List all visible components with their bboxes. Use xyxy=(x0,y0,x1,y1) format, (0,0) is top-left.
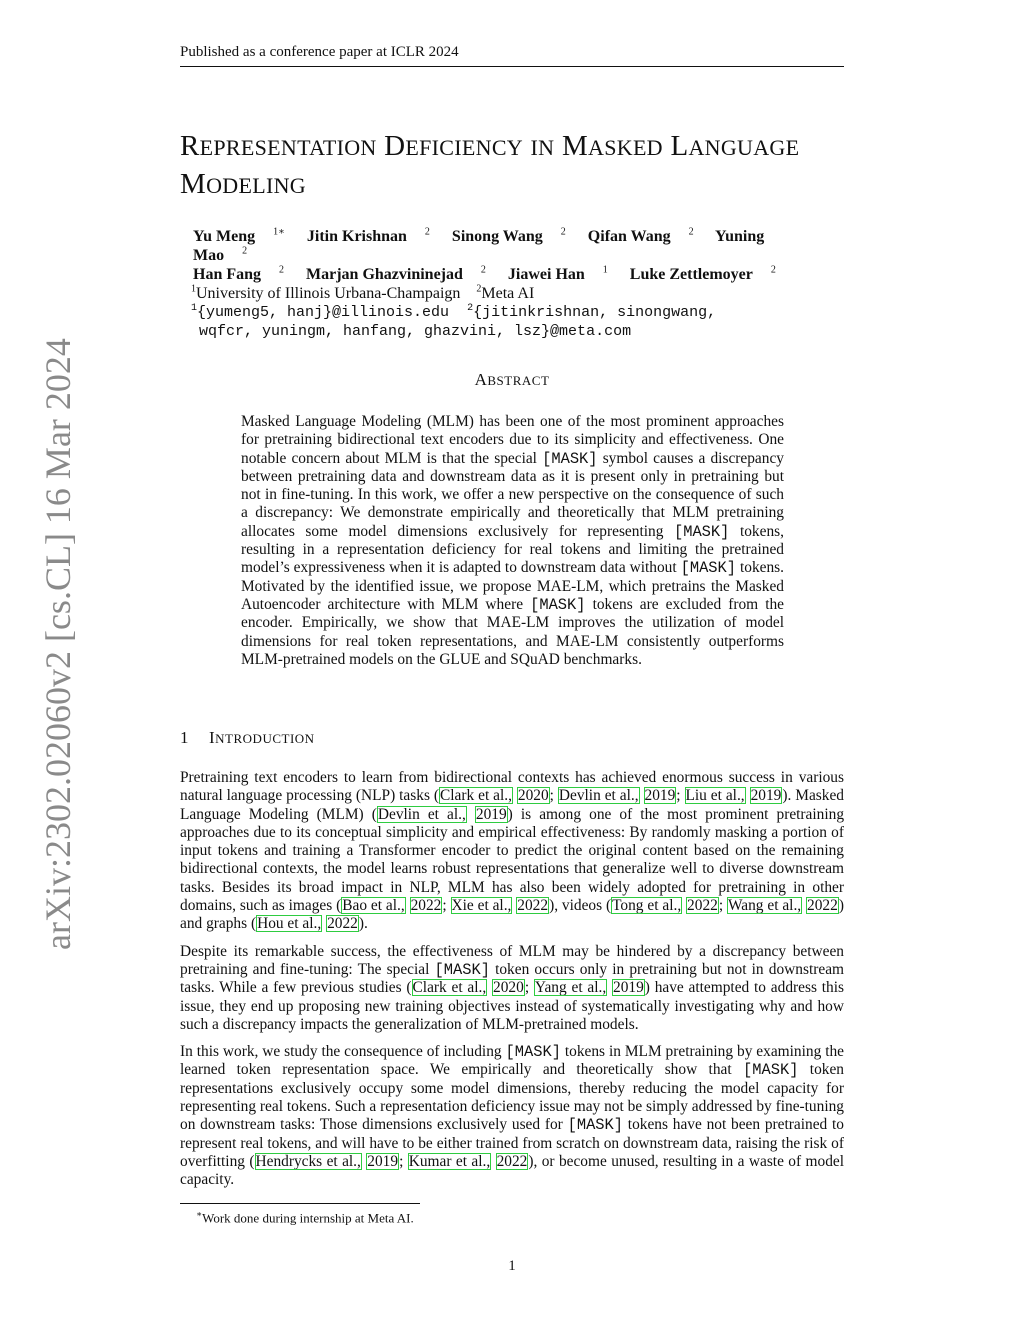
citation-link[interactable]: 2020 xyxy=(493,979,524,997)
author: Han Fang $^2$ xyxy=(193,264,285,283)
title-word: LANGUAGE xyxy=(670,130,800,162)
citation-link[interactable]: 2019 xyxy=(475,805,507,823)
paragraph: In this work, we study the consequence of including [MASK] tokens in MLM pretraining by examining the learned token representation space. We empirically and theoretically show that [MASK] token representations exclusively occupy some model dimensions, thereby reducing the model capacity for representing real tokens. Such a representation deficiency issue may not be simply addressed by fine-tuning on downstream tasks: Those dimensions exclusively used for [MASK] tokens have not been pretrained to represent real tokens, and will have to be either trained from scratch on downstream data, raising the risk of overfitting (Hendrycks et al., 2019; Kumar et al., 2022), or become unused, resulting in a waste of model capacity. xyxy=(180,1043,844,1189)
title-word: MODELING xyxy=(180,168,306,200)
mask-token: [MASK] xyxy=(434,960,490,979)
citation-link[interactable]: Wang et al., xyxy=(727,897,802,915)
mask-token: [MASK] xyxy=(567,1116,624,1135)
arxiv-stamp[interactable]: arXiv:2302.02060v2 [cs.CL] 16 Mar 2024 xyxy=(38,338,78,950)
citation-link[interactable]: 2022 xyxy=(687,897,718,915)
citation-link[interactable]: 2022 xyxy=(496,1152,528,1170)
author: Qifan Wang $^2$ xyxy=(587,226,694,245)
author: Jiawei Han $^1$ xyxy=(507,264,608,283)
citation-link[interactable]: Liu et al., xyxy=(685,787,745,805)
running-header: Published as a conference paper at ICLR 2024 xyxy=(180,44,459,60)
citation-link[interactable]: 2022 xyxy=(327,915,358,933)
citation-link[interactable]: Hou et al., xyxy=(257,915,322,933)
author: Yuning Mao $^2$ xyxy=(193,228,765,264)
citation-link[interactable]: Yang et al., xyxy=(534,979,607,997)
mask-token: [MASK] xyxy=(530,595,586,614)
author-block xyxy=(193,227,833,341)
author: Luke Zettlemoyer $^2$ xyxy=(629,264,776,283)
mask-token: [MASK] xyxy=(680,559,737,578)
title-word: IN xyxy=(530,135,555,160)
citation-link[interactable]: Devlin et al., xyxy=(377,805,466,823)
citation-link[interactable]: Xie et al., xyxy=(451,897,512,915)
citation-link[interactable]: Clark et al., xyxy=(439,787,512,805)
page-number: 1 xyxy=(508,1258,516,1274)
paragraph: Despite its remarkable success, the effectiveness of MLM may be hindered by a discrepancy between pretraining and fine-tuning: The special [MASK] token occurs only in pretraining but not in downstream tasks. While a few previous studies (Clark et al., 2020; Yang et al., 2019) have attempted to address this issue, they end up proposing new training objectives instead of systematically investigating why and how such a discrepancy impacts the generalization of MLM-pretrained models. xyxy=(180,942,844,1033)
citation-link[interactable]: Devlin et al., xyxy=(558,787,639,805)
abstract-heading: ABSTRACT xyxy=(474,370,550,389)
mask-token: [MASK] xyxy=(505,1043,561,1062)
citation-link[interactable]: 2019 xyxy=(367,1152,399,1170)
title-word: DEFICIENCY xyxy=(384,130,523,162)
abstract-body: Masked Language Modeling (MLM) has been one of the most prominent approaches for pretraining bidirectional text encoders due to its simplicity and effectiveness. One notable concern about MLM is that the special [MASK] symbol causes a discrepancy between pretraining data and downstream data as it is present only in pretraining but not in fine-tuning. In this work, we offer a new perspective on the consequence of such a discrepancy: We demonstrate empirically and theoretically that MLM pretraining allocates some model dimensions exclusively for representing [MASK] tokens, resulting in a representation deficiency for real tokens and limiting the pretrained model’s expressiveness when it is adapted to downstream data without [MASK] tokens. Motivated by the identified issue, we propose MAE-LM, which pretrains the Masked Autoencoder architecture with MLM where [MASK] tokens are excluded from the encoder. Empirically, we show that MAE-LM improves the utilization of model dimensions for real token representations, and MAE-LM consistently outperforms MLM-pretrained models on the GLUE and SQuAD benchmarks. xyxy=(241,413,784,668)
introduction-body xyxy=(180,769,844,1199)
author: Jitin Krishnan $^2$ xyxy=(306,226,430,245)
author: Marjan Ghazvininejad $^2$ xyxy=(306,264,486,283)
title-word: MASKED xyxy=(561,130,663,162)
citation-link[interactable]: Kumar et al., xyxy=(408,1152,491,1170)
citation-link[interactable]: 2019 xyxy=(644,787,676,805)
footnote: ∗Work done during internship at Meta AI. xyxy=(196,1209,414,1226)
header-rule xyxy=(180,66,844,67)
affiliations: $^1$University of Illinois Urbana-Champaign $^2$Meta AI xyxy=(191,283,535,302)
paper-title xyxy=(180,128,860,204)
citation-link[interactable]: 2019 xyxy=(750,787,782,805)
citation-link[interactable]: 2022 xyxy=(517,897,549,915)
paragraph: Pretraining text encoders to learn from bidirectional contexts has achieved enormous success in various natural language processing (NLP) tasks (Clark et al., 2020; Devlin et al., 2019; Liu et al., 2019). Masked Language Modeling (MLM) (Devlin et al., 2019) is among one of the most prominent pretraining approaches due to its conceptual simplicity and empirical effectiveness: By randomly masking a portion of input tokens and training a Transformer encoder to predict the original content based on the remaining bidirectional contexts, the model learns robust representations that generalize well to diverse downstream tasks. Besides its broad impact in NLP, MLM has also been widely adopted for pretraining in other domains, such as images (Bao et al., 2022; Xie et al., 2022), videos (Tong et al., 2022; Wang et al., 2022) and graphs (Hou et al., 2022). xyxy=(180,769,845,933)
citation-link[interactable]: Bao et al., xyxy=(342,897,405,915)
title-word: REPRESENTATION xyxy=(180,130,377,162)
citation-link[interactable]: Tong et al., xyxy=(612,897,682,915)
email-line-1[interactable]: $^1${yumeng5, hanj}@illinois.edu $^2${jitinkrishnan, sinongwang, xyxy=(191,303,717,321)
footnote-rule xyxy=(180,1203,420,1204)
citation-link[interactable]: Clark et al., xyxy=(412,979,487,997)
citation-link[interactable]: 2019 xyxy=(613,979,644,997)
author: Sinong Wang $^2$ xyxy=(451,226,566,245)
mask-token: [MASK] xyxy=(743,1061,799,1080)
citation-link[interactable]: 2020 xyxy=(517,787,549,805)
mask-token: [MASK] xyxy=(673,522,730,541)
mask-token: [MASK] xyxy=(542,449,598,468)
author-names-row-1 xyxy=(193,227,833,265)
citation-link[interactable]: 2022 xyxy=(807,897,838,915)
author-names-row-2 xyxy=(193,265,833,284)
email-line-2[interactable]: wqfcr, yuningm, hanfang, ghazvini, lsz}@meta.com xyxy=(199,323,632,340)
citation-link[interactable]: 2022 xyxy=(410,897,442,915)
citation-link[interactable]: Hendrycks et al., xyxy=(255,1152,361,1170)
author: Yu Meng $^{1∗}$ xyxy=(193,226,285,245)
section-heading-introduction: 1 INTRODUCTION xyxy=(180,728,315,747)
